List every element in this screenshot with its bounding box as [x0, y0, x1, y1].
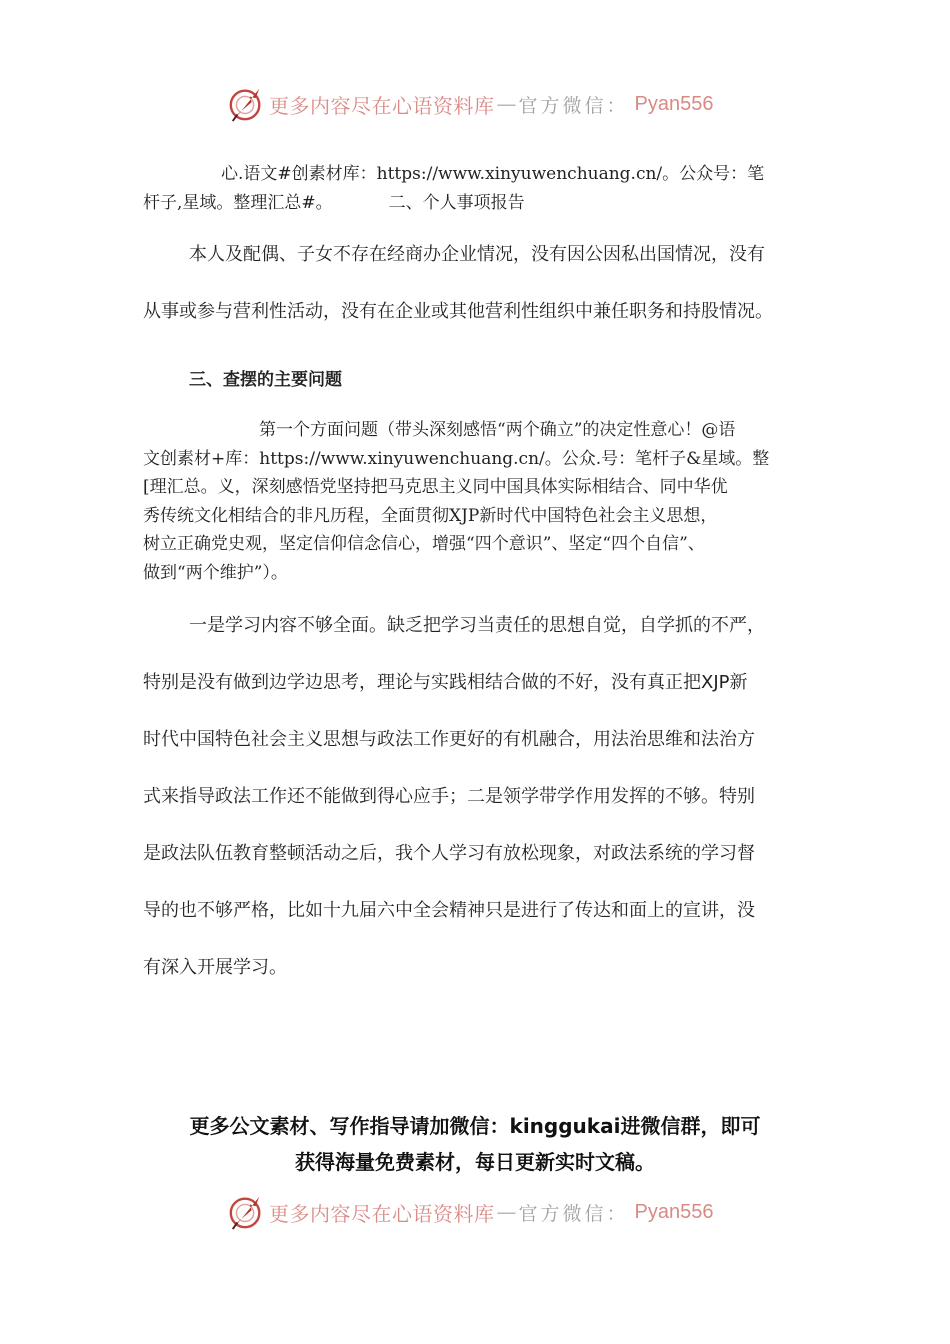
problem-one-paragraph — [143, 416, 808, 587]
paragraph-line: 导的也不够严格，比如十九届六中全会精神只是进行了传达和面上的宣讲，没 — [143, 900, 755, 921]
footer-banner — [227, 1192, 727, 1232]
header-banner — [227, 84, 727, 124]
banner-wechat-label: 官方微信： — [518, 1202, 629, 1225]
banner-library-name: 更多内容尽在心语资料库 — [269, 1201, 495, 1226]
banner-wechat-label: 官方微信： — [518, 94, 629, 117]
promo-line: 获得海量免费素材，每日更新实时文稿。 — [295, 1150, 655, 1174]
banner-wechat-id: Pyan556 — [634, 1200, 714, 1223]
paragraph-line: [理汇总。义，深刻感悟党坚持把马克思主义同中国具体实际相结合、同中华优 — [143, 477, 728, 497]
quill-logo-icon — [227, 85, 265, 123]
personal-matters-paragraph — [143, 226, 808, 340]
paragraph-line: 从事或参与营利性活动，没有在企业或其他营利性组织中兼任职务和持股情况。 — [143, 301, 773, 322]
section-heading-2: 二、个人事项报告 — [388, 192, 525, 213]
quill-logo-icon — [227, 1193, 265, 1231]
paragraph-line: 树立正确党史观，坚定信仰信念信心，增强“四个意识”、坚定“四个自信”、 — [143, 534, 705, 554]
paragraph-line: 本人及配偶、子女不存在经商办企业情况，没有因公因私出国情况，没有 — [189, 244, 765, 265]
paragraph-line: 文创素材+库：https://www.xinyuwenchuang.cn/。公众.号：笔杆子&星域。整 — [143, 448, 770, 469]
intro-line: 心.语文#创素材库：https://www.xinyuwenchuang.cn/。公众号：笔 — [221, 164, 765, 184]
section-heading-3: 三、查摆的主要问题 — [189, 370, 342, 390]
intro-line-part: 杆子,星域。整理汇总#。 — [143, 192, 333, 213]
paragraph-line: 特别是没有做到边学边思考，理论与实践相结合做的不好，没有真正把XJP新 — [143, 672, 748, 693]
paragraph-line: 一是学习内容不够全面。缺乏把学习当责任的思想自觉，自学抓的不严， — [189, 615, 765, 636]
body-paragraph — [143, 597, 808, 996]
paragraph-line: 做到“两个维护”）。 — [143, 562, 288, 583]
paragraph-line: 时代中国特色社会主义思想与政法工作更好的有机融合，用法治思维和法治方 — [143, 729, 755, 750]
paragraph-line: 有深入开展学习。 — [143, 957, 287, 978]
intro-paragraph — [143, 160, 808, 217]
banner-dash: — — [496, 1200, 517, 1224]
paragraph-line: 是政法队伍教育整顿活动之后，我个人学习有放松现象，对政法系统的学习督 — [143, 843, 755, 864]
promo-line: 更多公文素材、写作指导请加微信：kinggukai进微信群，即可 — [189, 1114, 761, 1138]
banner-dash: — — [496, 92, 517, 116]
paragraph-line: 式来指导政法工作还不能做到得心应手；二是领学带学作用发挥的不够。特别 — [143, 786, 755, 807]
banner-library-name: 更多内容尽在心语资料库 — [269, 93, 495, 118]
banner-wechat-id: Pyan556 — [634, 92, 714, 115]
paragraph-line: 秀传统文化相结合的非凡历程，全面贯彻XJP新时代中国特色社会主义思想， — [143, 505, 718, 526]
intro-line — [143, 189, 808, 218]
paragraph-line: 第一个方面问题（带头深刻感悟“两个确立”的决定性意心！@语 — [259, 420, 736, 440]
promo-notice — [100, 1108, 850, 1180]
